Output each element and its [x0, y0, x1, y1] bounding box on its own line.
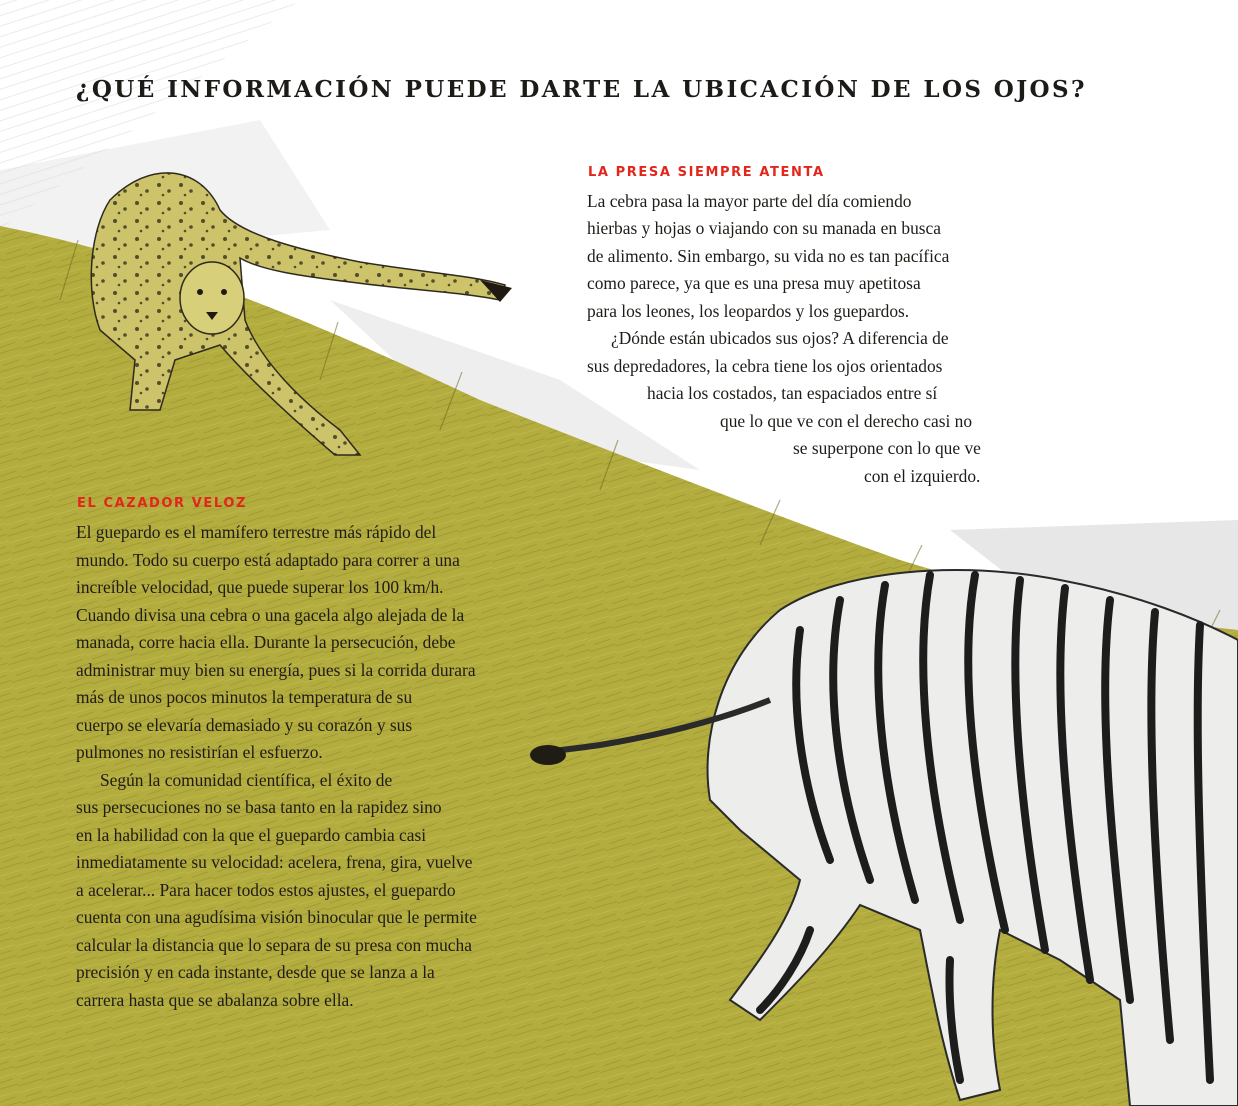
hunter-text-line: inmediatamente su velocidad: acelera, frena, gira, vuelve	[76, 852, 473, 872]
hunter-text-line: El guepardo es el mamífero terrestre más rápido del	[76, 522, 437, 542]
hunter-text-line: increíble velocidad, que puede superar los 100 km/h.	[76, 577, 444, 597]
prey-heading: LA PRESA SIEMPRE ATENTA	[588, 165, 825, 180]
hunter-text-line: calcular la distancia que lo separa de su presa con mucha	[76, 935, 472, 955]
hunter-heading: EL CAZADOR VELOZ	[77, 496, 247, 511]
hunter-text-line: en la habilidad con la que el guepardo cambia casi	[76, 825, 427, 845]
hunter-text-line: precisión y en cada instante, desde que se lanza a la	[76, 962, 435, 982]
hunter-text-line: a acelerar... Para hacer todos estos ajustes, el guepardo	[76, 880, 456, 900]
hunter-text-line: cuerpo se elevaría demasiado y su corazón y sus	[76, 715, 413, 735]
prey-text-line: de alimento. Sin embargo, su vida no es tan pacífica	[587, 246, 950, 266]
hunter-text-line: cuenta con una agudísima visión binocular que le permite	[76, 907, 477, 927]
hunter-text-line: pulmones no resistirían el esfuerzo.	[76, 742, 323, 762]
prey-text-line: se superpone con lo que ve	[793, 438, 981, 458]
prey-text-line: hacia los costados, tan espaciados entre sí	[647, 383, 938, 403]
prey-text-line: sus depredadores, la cebra tiene los ojos orientados	[587, 356, 943, 376]
hunter-text-line: manada, corre hacia ella. Durante la persecución, debe	[76, 632, 456, 652]
prey-text-line: como parece, ya que es una presa muy apetitosa	[587, 273, 921, 293]
hunter-text-line: más de unos pocos minutos la temperatura de su	[76, 687, 413, 707]
hunter-text-line: administrar muy bien su energía, pues si la corrida durara	[76, 660, 476, 680]
prey-text-line: hierbas y hojas o viajando con su manada en busca	[587, 218, 941, 238]
hunter-text-line: mundo. Todo su cuerpo está adaptado para correr a una	[76, 550, 460, 570]
prey-text-line: con el izquierdo.	[864, 466, 981, 486]
page-title: ¿QUÉ INFORMACIÓN PUEDE DARTE LA UBICACIÓN DE LOS OJOS?	[76, 76, 1087, 103]
hunter-text-line: Según la comunidad científica, el éxito de	[100, 770, 393, 790]
hunter-text-line: Cuando divisa una cebra o una gacela algo alejada de la	[76, 605, 465, 625]
prey-text-line: para los leones, los leopardos y los guepardos.	[587, 301, 910, 321]
prey-text-line: ¿Dónde están ubicados sus ojos? A diferencia de	[611, 328, 949, 348]
prey-text-line: La cebra pasa la mayor parte del día comiendo	[587, 191, 912, 211]
prey-text-line: que lo que ve con el derecho casi no	[720, 411, 973, 431]
hunter-text-line: sus persecuciones no se basa tanto en la rapidez sino	[76, 797, 442, 817]
hunter-text-line: carrera hasta que se abalanza sobre ella.	[76, 990, 354, 1010]
